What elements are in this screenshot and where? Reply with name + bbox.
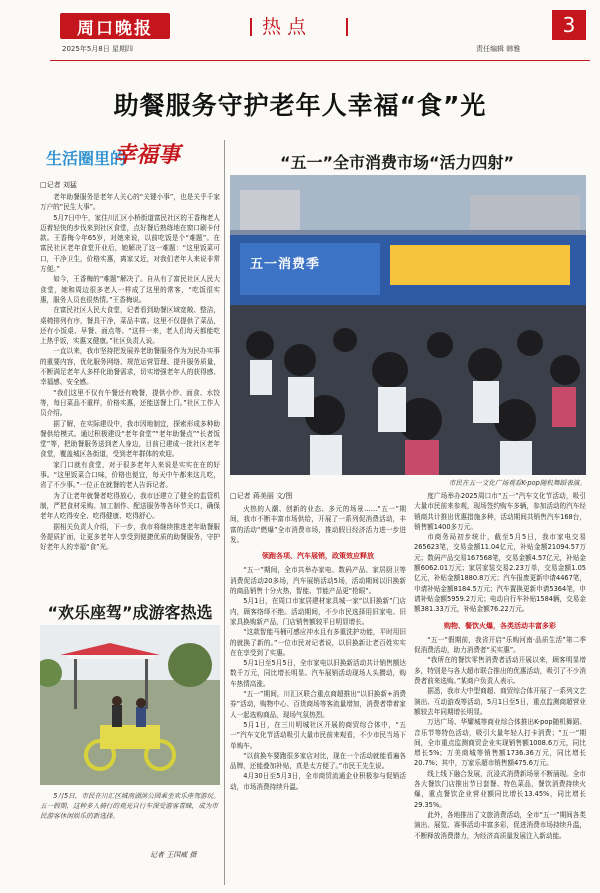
- issue-date: 2025年5月8日 星期四: [62, 45, 133, 53]
- right-article-column-a: [230, 504, 406, 888]
- right-article-column-b: [414, 491, 586, 888]
- left-paragraph: 如今，王香梅的“难题”解决了。自从有了富民社区人民大食堂，她和周边很多老人一样成了这里的常客，“吃饭很实惠，服务人员也很热情。”王香梅说。: [40, 275, 220, 304]
- park-photo-byline: 记者 王国威 摄: [150, 851, 197, 859]
- column-title-part-a: 生活圈里的: [46, 149, 127, 168]
- left-paragraph: 据了解，在实际建设中，我市因地制宜，探索形成多种助餐供给模式。通过积极建设“老年食堂”“老年助餐点”“长者饭堂”等，把助餐服务送到老人身边，目前已建成一批社区老年食堂，覆盖城区各街道，受到老年群体的欢迎。: [40, 419, 220, 459]
- header-rule: [50, 60, 590, 61]
- right-subhead-1: 领跑各项、汽车展销，政策效应释放: [262, 552, 374, 561]
- consumption-story-title: “五一”全市消费市场“活力四射”: [280, 153, 515, 172]
- masthead: [0, 0, 600, 62]
- right-paragraph: 度广场举办2025周口市“五一”汽车文化节活动，吸引大量市民前来参观，现场签约购车多辆，参加活动的汽车经销商共计推出优惠措施多种，活动期间共销售汽车168台，销售额1400多万元。: [414, 492, 586, 531]
- column-divider: [224, 140, 225, 885]
- park-photo-caption: 5月5日，市民在川汇区城南湖滨公园乘坐欢乐座驾游玩。五一假期，这种多人骑行的观光自行车深受游客青睐，成为市民游客休闲娱乐的新选择。: [40, 792, 220, 820]
- column-title-part-b: 幸福事: [114, 142, 181, 168]
- left-article-body: [40, 192, 220, 592]
- left-paragraph: 老年助餐服务是老年人关心的“关键小事”，也是关乎千家万户的“民生大事”。: [40, 193, 220, 212]
- right-subhead-2: 购物、餐饮火爆，各类活动丰富多彩: [444, 621, 556, 630]
- park-scene-illustration: [40, 625, 220, 785]
- left-paragraph: 据相关负责人介绍，下一步，我市将继续推进老年助餐服务提质扩面，让更多老年人享受到便捷优质的助餐服务，守护好老年人的幸福“食”光。: [40, 522, 220, 552]
- left-paragraph: 家门口就有食堂，对于很多老年人来说是实实在在的好事。“这里饭菜合口味，价格也便宜，每天中午都来这儿吃，省了不少事。”一位正在就餐的老人告诉记者。: [40, 460, 220, 490]
- responsible-editor: 责任编辑 韩雅: [476, 45, 521, 53]
- kpop-photo-caption: 市民在五一文化广场观看K-pop随机舞蹈表演。: [448, 479, 586, 487]
- page-headline: 助餐服务守护老年人幸福“食”光: [113, 91, 487, 120]
- right-paragraph: “五一”假期前，我省开启“乐购河南·品质生活”第二季促消费活动，助力消费者“买实惠”。: [414, 635, 586, 655]
- left-paragraph: 为了让老年就餐者吃得放心，我市还建立了健全的监管机制，严把食材采购、加工制作、配送服务等各环节关口，确保老年人吃得安全、吃得健康、吃得舒心。: [40, 491, 220, 521]
- right-paragraph: 5月1日，在周口市家居建材家具城一家“以旧换新”门店内，顾客络绎不绝。活动期间，不少市民选择用旧家电、旧家具换购新产品，门店销售额较平日明显增长。: [230, 597, 406, 626]
- right-byline: □记者 蒋美丽 文/图: [230, 492, 293, 500]
- right-paragraph: “五一”期间，川汇区联合重点商超推出“以旧换新+消费券”活动，购物中心、百货商场等客流量增加，消费者带着家人一起选购商品，现场气氛热烈。: [230, 690, 406, 719]
- second-story-title: “欢乐座驾”成游客热选: [47, 603, 213, 622]
- right-paragraph: “以前换车要跑很多家店对比，现在一个活动就能看遍各品牌，还能叠加补贴，真是太方便了。”市民王先生说。: [230, 751, 406, 771]
- right-paragraph: 万达广场、华耀城等商业综合体推出K-pop随机舞蹈、音乐节等特色活动，吸引大量年轻人打卡消费；“五一”期间，全市重点监测商贸企业实现销售额1008.6万元，同比增长5%；万美商城等销售额1736.36万元，同比增长20.7%；其中，万家乐超市销售额475.6万元。: [414, 718, 586, 768]
- right-paragraph: 5月1日至5月5日，全市家电以旧换新活动共计销售额达数千万元，同比增长明显。汽车展销活动现场人头攒动，购车热情高涨。: [230, 659, 406, 688]
- right-paragraph: 此外，各地推出了文旅消费活动，全市“五一”期间各类演出、展览、赛事活动丰富多彩，促进消费市场持续升温，不断释放消费潜力，为经济高质量发展注入新动能。: [414, 810, 586, 840]
- section-divider-left: [250, 18, 252, 36]
- left-paragraph: 在富民社区人民大食堂，记者看到助餐区域宽敞、整洁，桌椅排列有序，餐具干净，菜品丰富。这里不仅提供了菜品，还有小饭桌、早餐、面点等。“这样一来，老人们每天都能吃上热乎饭，实惠又健康。”社区负责人说。: [40, 306, 220, 346]
- section-title: 热点: [262, 16, 313, 38]
- right-paragraph: “五一”期间，全市共举办家电、数码产品、家居厨卫等消费促活动20多场，汽车展销活动5场，活动期间以旧换新的商品销售十分火热，智能、节能产品更“抢眼”。: [230, 566, 406, 596]
- right-paragraph: 市商务局初步统计，截至5月5日，我市家电交易265623笔，交易金额11.04亿元，补贴金额21094.57万元；数码产品交易167568笔，交易金额4.57亿元，补贴金额6062.01万元；家居家装交易2.23万单，交易金额1.05亿元，补贴金额1880.8万元；汽车报废更新申请4467笔，申请补贴金额8184.5万元；汽车置换更新申请5364笔，申请补贴金额5959.2万元；电动自行车补贴1584辆，交易金额381.33万元，补贴金额76.22万元。: [414, 533, 586, 614]
- right-paragraph: 5月1日，在三川明城社区开展的商贸综合体中，“五一”汽车文化节活动吸引大量市民前来观看，不少市民当场下单购车。: [230, 720, 406, 750]
- event-banner-text: 五一消费季: [250, 257, 321, 272]
- right-paragraph: 4月30日至5月3日，全市商贸流通企业积极参与促销活动，市场消费持续升温。: [230, 772, 406, 791]
- left-byline: □记者 刘猛: [40, 181, 77, 189]
- event-scene-illustration: [230, 175, 586, 475]
- kpop-event-photo: [230, 175, 586, 475]
- left-paragraph: “我们这里不仅有午餐还有晚餐，提供小炒、面食、水饺等，每日菜品不重样，价格实惠，还能送餐上门。”社区工作人员介绍。: [40, 388, 220, 418]
- newspaper-logo: 周口晚报: [60, 13, 170, 39]
- left-paragraph: 一直以来，我市坚持把发展养老助餐服务作为为民办实事的重要内容，优化服务网络、规范运营管理、提升服务质量，不断满足老年人多样化助餐需求，切实增强老年人的获得感、幸福感、安全感。: [40, 347, 220, 387]
- section-divider-right: [346, 18, 348, 36]
- right-paragraph: “这款智能马桶可感应冲水且有多重洗护功能，平时用旧的就换了新的。”一位市民对记者说，以旧换新让老百姓实实在在享受到了实惠。: [230, 628, 406, 657]
- right-paragraph: 线上线下融合发展，沉浸式消费新场景不断涌现。全市各大餐饮门店推出节日套餐、特色菜品，餐饮消费持续火爆，重点餐饮企业营业额同比增长13.45%，同比增长29.35%。: [414, 769, 586, 809]
- right-paragraph: “我所在的餐饮零售消费者活动开展以来，顾客明显增多，特别是与各大超市联合推出的优惠活动，吸引了不少消费者前来选购。”某商户负责人表示。: [414, 656, 586, 686]
- park-photo: [40, 625, 220, 785]
- right-paragraph: 火热的人潮、创新的业态、多元的场景……“五一”期间，我市不断丰富市场供给，开展了一系列促消费活动，丰富的活动“燃爆”全市消费市场，推动假日经济活力进一步迸发。: [230, 505, 406, 544]
- right-paragraph: 据悉，我市大中型商超、商贸综合体开展了一系列文艺演出、互动游戏等活动，5月1日至5日，重点监测商超营业额较去年同期增长明显。: [414, 687, 586, 716]
- page-number: 3: [552, 10, 586, 40]
- left-paragraph: 5月7日中午，家住川汇区小桥街道富民社区的王香梅老人迈着轻快的步伐来到社区食堂，点好餐后熟练地在窗口刷卡付款。王香梅今年65岁，对她来说，以前吃饭是个“难题”。在富民社区老年食堂开业后，她解决了这一难题：“这里饭菜可口，干净卫生，价格实惠，离家又近，对我们老年人来说非常方便。”: [40, 213, 220, 274]
